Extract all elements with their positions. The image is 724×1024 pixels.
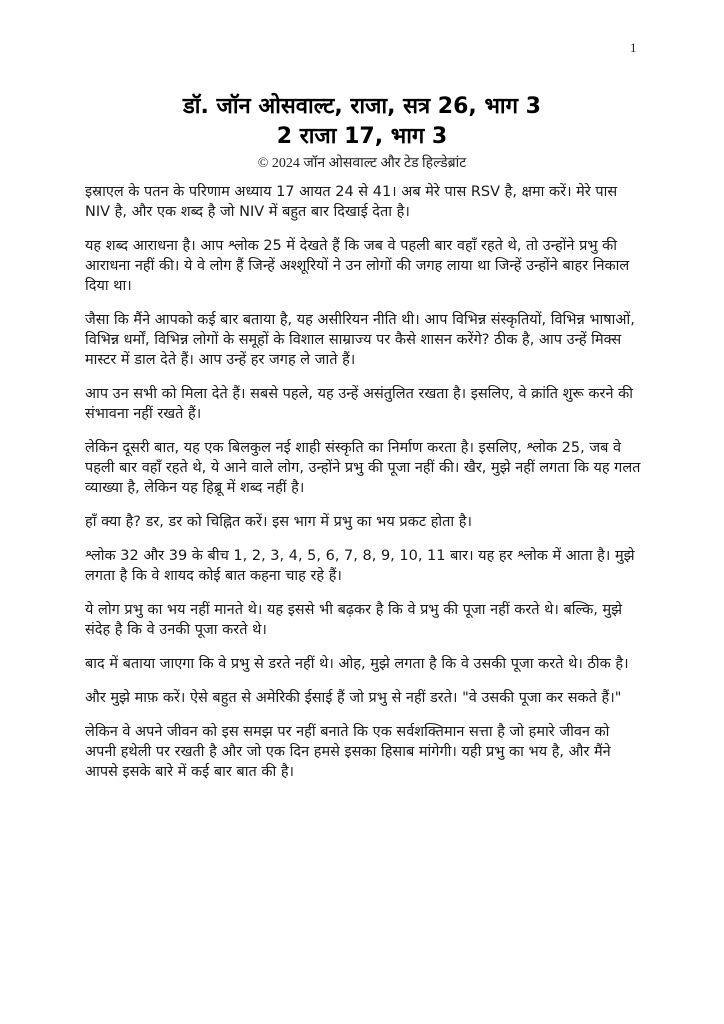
paragraph: बाद में बताया जाएगा कि वे प्रभु से डरते नहीं थे। ओह, मुझे लगता है कि वे उसकी पूजा करते थे। ठीक है।: [85, 656, 629, 672]
paragraph: ये लोग प्रभु का भय नहीं मानते थे। यह इससे भी बढ़कर है कि वे प्रभु की पूजा नहीं करते थे। बल्कि, मुझे संदेह है कि वे उनकी पूजा करते थे।: [85, 602, 623, 638]
copyright-line: © 2024 जॉन ओसवाल्ट और टेड हिल्डेब्रांट: [257, 156, 467, 171]
document-title: डॉ. जॉन ओसवाल्ट, राजा, सत्र 26, भाग 3: [183, 94, 541, 119]
paragraph: श्लोक 32 और 39 के बीच 1, 2, 3, 4, 5, 6, 7, 8, 9, 10, 11 बार। यह हर श्लोक में आता है। मुझे लगता है कि वे शायद कोई बात कहना चाह रहे हैं।: [85, 548, 635, 584]
paragraph: लेकिन दूसरी बात, यह एक बिलकुल नई शाही संस्कृति का निर्माण करता है। इसलिए, श्लोक 25, जब वे पहली बार वहाँ रहते थे, ये आने वाले लोग, उन्होंने प्रभु की पूजा नहीं की। खैर, मुझे नहीं लगता कि यह गलत व्याख्या है, लेकिन यह हिब्रू में शब्द नहीं है।: [85, 440, 641, 496]
body-text: [85, 182, 645, 796]
paragraph: यह शब्द आराधना है। आप श्लोक 25 में देखते हैं कि जब वे पहली बार वहाँ रहते थे, तो उन्होंने प्रभु की आराधना नहीं की। ये वे लोग हैं जिन्हें अश्शूरियों ने उन लोगों की जगह लाया था जिन्हें उन्होंने बाहर निकाल दिया था।: [85, 238, 630, 294]
paragraph: आप उन सभी को मिला देते हैं। सबसे पहले, यह उन्हें असंतुलित रखता है। इसलिए, वे क्रांति शुरू करने की संभावना नहीं रखते हैं।: [85, 386, 634, 422]
paragraph: लेकिन वे अपने जीवन को इस समझ पर नहीं बनाते कि एक सर्वशक्तिमान सत्ता है जो हमारे जीवन को अपनी हथेली पर रखती है और जो एक दिन हमसे इसका हिसाब मांगेगी। यही प्रभु का भय है, और मैंने आपसे इसके बारे में कई बार बात की है।: [85, 724, 611, 780]
paragraph: हाँ क्या है? डर, डर को चिह्नित करें। इस भाग में प्रभु का भय प्रकट होता है।: [85, 514, 472, 530]
paragraph: और मुझे माफ़ करें। ऐसे बहुत से अमेरिकी ईसाई हैं जो प्रभु से नहीं डरते। "वे उसकी पूजा कर सकते हैं।": [85, 690, 622, 706]
paragraph: इस्राएल के पतन के परिणाम अध्याय 17 आयत 24 से 41। अब मेरे पास RSV है, क्षमा करें। मेरे पास NIV है, और एक शब्द है जो NIV में बहुत बार दिखाई देता है।: [85, 184, 618, 220]
page-number: 1: [630, 40, 637, 55]
paragraph: जैसा कि मैंने आपको कई बार बताया है, यह असीरियन नीति थी। आप विभिन्न संस्कृतियों, विभिन्न भाषाओं, विभिन्न धर्मों, विभिन्न लोगों के समूहों के विशाल साम्राज्य पर कैसे शासन करेंगे? ठीक है, आप उन्हें मिक्स मास्टर में डाल देते हैं। आप उन्हें हर जगह ले जाते हैं।: [85, 312, 635, 368]
document-subtitle: 2 राजा 17, भाग 3: [276, 124, 448, 149]
